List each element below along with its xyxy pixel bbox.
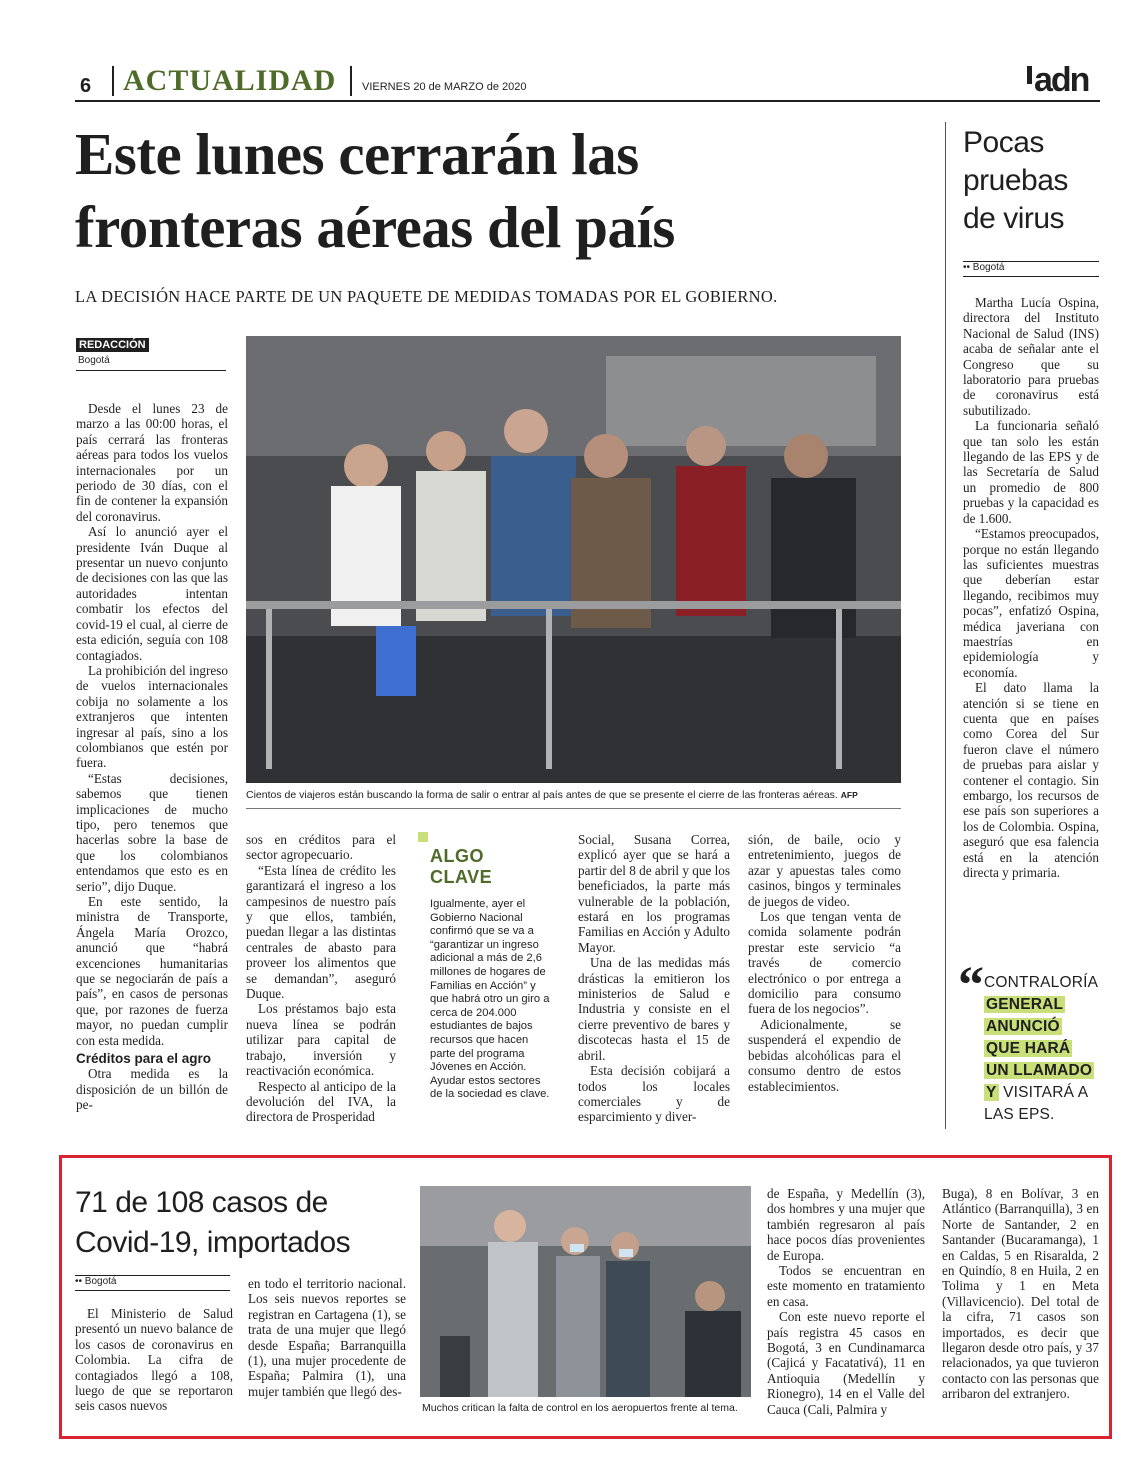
article-column-1	[76, 401, 228, 1113]
box-headline-line-2: Covid-19, importados	[75, 1226, 351, 1259]
algo-clave-title-line-1: ALGO	[430, 846, 484, 866]
article-paragraph: sos en créditos para el sector agropecuario.	[246, 832, 396, 863]
box-paragraph: Con este nuevo reporte el país registra 45 casos en Bogotá, 3 en Cundinamarca (Cajicá y Facatativá), 11 en Antioquia (Medellín y Rionegro), 14 en el Valle del Cauca (Cali, Palmira y	[767, 1309, 925, 1417]
box-paragraph: en todo el territorio nacional. Los seis nuevos reportes se registran en Cartagena (1), se trata de una mujer que llegó desde España; Barranquilla (1), una mujer procedente de España; Palmira (1), una mujer también que llegó des-	[248, 1276, 406, 1399]
article-paragraph: sión, de baile, ocio y entretenimiento, juegos de azar y apuestas tales como casinos, bingos y terminales de juegos de video.	[748, 832, 901, 909]
article-paragraph: Respecto al anticipo de la devolución del IVA, la directora de Prosperidad	[246, 1078, 396, 1125]
headline-line-1: Este lunes cerrarán las	[75, 121, 639, 187]
sidebar-rule-bottom	[963, 276, 1099, 277]
section-title: ACTUALIDAD	[123, 64, 337, 97]
algo-clave-marker	[418, 832, 428, 842]
article-paragraph: Social, Susana Correa, explicó ayer que se hará a partir del 8 de abril y que los beneficiados, la parte más vulnerable de la población, estará en los programas Familias en Acción y Adulto Mayor.	[578, 832, 730, 955]
photo-caption-rule	[246, 808, 901, 809]
photo-caption-text: Cientos de viajeros están buscando la forma de salir o entrar al país antes de que se presente el cierre de las fronteras aéreas.	[246, 789, 838, 801]
box-column-1	[75, 1306, 233, 1414]
algo-clave-text: Igualmente, ayer el Gobierno Nacional confirmó que se va a “garantizar un ingreso adicional a más de 2,6 millones de hogares de Familias en Acción” y que habrá otro un giro a cerca de 204.000 estudiantes de bajos recursos que hacen parte del programa Jóvenes en Acción. Ayudar estos sectores de la sociedad es clave.	[430, 898, 550, 1101]
sidebar-dateline: •• Bogotá	[963, 262, 1005, 273]
sidebar-title	[963, 124, 1068, 238]
issue-date: VIERNES 20 de MARZO de 2020	[362, 81, 527, 93]
byline-rule	[76, 370, 226, 371]
article-subhead: Créditos para el agro	[76, 1051, 212, 1067]
main-headline	[75, 118, 935, 264]
photo-credit: AFP	[840, 790, 858, 800]
box-dateline-rule-bottom	[75, 1290, 230, 1291]
article-column-2	[246, 832, 396, 1125]
page-number: 6	[80, 75, 92, 97]
algo-clave-box	[418, 832, 558, 1114]
main-photo-caption	[246, 789, 901, 801]
article-paragraph: Así lo anunció ayer el presidente Iván Duque al presentar un nuevo conjunto de decisiones con las que las autoridades intentan combatir los efectos del covid-19 el cual, al cierre de esta edición, seguía con 108 contagiados.	[76, 524, 228, 663]
article-paragraph: Los que tengan venta de comida solamente podrán prestar este servicio “a través de comercio electrónico o por entrega a domicilio para consumo fuera de los negocios”.	[748, 909, 901, 1017]
pull-quote-highlight: QUE HARÁ	[986, 1040, 1071, 1057]
main-dateline: Bogotá	[78, 355, 110, 366]
article-paragraph: Esta decisión cobijará a todos los locales comerciales y de esparcimiento y diver-	[578, 1063, 730, 1125]
quote-mark-icon: “	[958, 957, 984, 1014]
sidebar-title-line-2: pruebas	[963, 164, 1068, 197]
article-paragraph: Los préstamos bajo esta nueva línea se podrán utilizar para capital de trabajo, inversión y reactivación económica.	[246, 1001, 396, 1079]
article-paragraph: Adicionalmente, se suspenderá el expendio de bebidas alcohólicas para el consumo dentro de estos establecimientos.	[748, 1016, 901, 1094]
header-divider-right	[350, 66, 352, 96]
box-paragraph: Todos se encuentran en este momento en tratamiento en casa.	[767, 1263, 925, 1309]
article-paragraph: La prohibición del ingreso de vuelos internacionales cobija no solamente a los extranjeros que intenten ingresar al país, sino a los colombianos que estén por fuera.	[76, 662, 228, 771]
pull-quote-line: VISITARÁ A	[1003, 1084, 1089, 1101]
pull-quote-line: CONTRALORÍA	[984, 974, 1099, 991]
sidebar-paragraph: La funcionaria señaló que tan solo les están llegando de las EPS y de las Secretaría de Salud un promedio de 800 pruebas y la capacidad es de 1.600.	[963, 418, 1099, 526]
airport-crowd-illustration	[246, 336, 901, 783]
box-dateline: •• Bogotá	[75, 1276, 117, 1287]
sidebar-paragraph: El dato llama la atención si se tiene en cuenta que en países como Corea del Sur fueron clave el número de pruebas para aislar y contener el contagio. Sin embargo, los recursos de ese país son superiores a los de Colombia. Ospina, aseguró que esa falencia está en la atención directa y primaria.	[963, 680, 1099, 881]
article-paragraph: Una de las medidas más drásticas la emitieron los ministerios de Salud e Industria y consiste en el cierre preventivo de bares y discotecas hasta el 15 de abril.	[578, 955, 730, 1063]
main-subhead: LA DECISIÓN HACE PARTE DE UN PAQUETE DE MEDIDAS TOMADAS POR EL GOBIERNO.	[75, 287, 778, 306]
article-paragraph: Otra medida es la disposición de un billón de pe-	[76, 1066, 228, 1113]
main-photo	[246, 336, 901, 783]
algo-clave-title	[430, 846, 492, 888]
box-photo	[420, 1186, 751, 1397]
box-paragraph: Buga), 8 en Bolívar, 3 en Atlántico (Barranquilla), 3 en Norte de Santander, 2 en Santander (Bucaramanga), 1 en Caldas, 5 en Risaralda, 2 en Quindío, 8 en Huila, 2 en Tolima y 1 en Meta (Villavicencio). Del total de la cifra, 71 casos son importados, es decir que llegaron desde otro país, y 37 relacionados, ya que tuvieron contacto con las personas que arribaron del extranjero.	[942, 1186, 1099, 1402]
algo-clave-title-line-2: CLAVE	[430, 867, 493, 887]
pull-quote-line: LAS EPS.	[984, 1106, 1055, 1123]
sidebar-paragraph: Martha Lucía Ospina, directora del Instituto Nacional de Salud (INS) acaba de señalar ante el Congreso que su laboratorio para pruebas de coronavirus está subutilizado.	[963, 295, 1099, 418]
adn-logo: adn	[1027, 60, 1088, 100]
sidebar-divider	[945, 122, 946, 1129]
header-rule	[75, 100, 1100, 102]
sidebar-body	[963, 295, 1099, 880]
box-column-4	[942, 1186, 1099, 1402]
box-headline	[75, 1183, 350, 1263]
pull-quote-highlight: Y	[986, 1084, 997, 1101]
byline-tag: REDACCIÓN	[76, 338, 149, 352]
box-photo-caption: Muchos critican la falta de control en los aeropuertos frente al tema.	[422, 1402, 738, 1414]
box-paragraph: de España, y Medellín (3), dos hombres y una mujer que también regresaron al país hace pocos días provenientes de Europa.	[767, 1186, 925, 1263]
box-column-2	[248, 1276, 406, 1399]
box-paragraph: El Ministerio de Salud presentó un nuevo balance de los casos de coronavirus en Colombia. La cifra de contagiados llegó a 108, luego de que se reportaron seis casos nuevos	[75, 1306, 233, 1414]
headline-line-2: fronteras aéreas del país	[75, 194, 675, 260]
article-paragraph: En este sentido, la ministra de Transporte, Ángela María Orozco, anunció que “habrá excenciones humanitarias que se negociarán de país a país”, en casos de personas que, por razones de fuerza mayor, no puedan cumplir con esta medida.	[76, 894, 228, 1048]
header-divider-left	[112, 66, 114, 96]
article-paragraph: “Esta línea de crédito les garantizará el ingreso a los campesinos de nuestro país y que ellos, también, puedan llegar a las distintas centrales de abasto para proveer los alimentos que se demandan”, aseguró Duque.	[246, 862, 396, 1002]
sidebar-title-line-1: Pocas	[963, 126, 1044, 159]
article-paragraph: “Estas decisiones, sabemos que tienen implicaciones de mucho tipo, pero tenemos que hacerlas sobre la base de que los colombianos entendamos que esto es en serio”, dijo Duque.	[76, 770, 228, 894]
pull-quote	[984, 972, 1098, 1126]
pull-quote-highlight: UN LLAMADO	[986, 1062, 1093, 1079]
box-column-3	[767, 1186, 925, 1417]
box-headline-line-1: 71 de 108 casos de	[75, 1186, 328, 1219]
sidebar-title-line-3: de virus	[963, 202, 1065, 235]
pull-quote-highlight: ANUNCIÓ	[986, 1018, 1060, 1035]
article-column-4	[748, 832, 901, 1094]
article-column-3	[578, 832, 730, 1125]
pull-quote-highlight: GENERAL	[986, 996, 1064, 1013]
article-paragraph: Desde el lunes 23 de marzo a las 00:00 horas, el país cerrará las fronteras aéreas para todos los vuelos internacionales por un periodo de 30 días, con el fin de contener la expansión del coronavirus.	[76, 401, 228, 524]
sidebar-paragraph: “Estamos preocupados, porque no están llegando las suficientes muestras que deberían estar llegando, recibimos muy pocas”, enfatizó Ospina, médica javeriana con maestrías en epidemiología y economía.	[963, 526, 1099, 680]
airport-travelers-illustration	[420, 1186, 751, 1397]
